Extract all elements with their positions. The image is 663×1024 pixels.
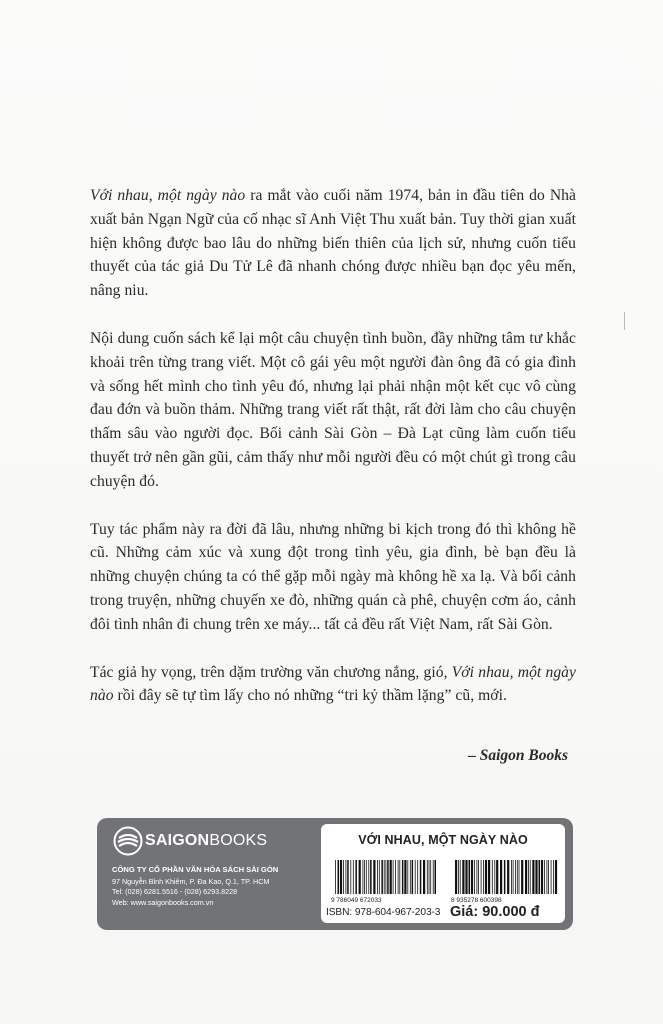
paragraph-4-after: rồi đây sẽ tự tìm lấy cho nó những “tri kỷ thầm lặng” cũ, mới. xyxy=(113,687,507,705)
signature: – Saigon Books xyxy=(468,747,568,764)
publisher-info xyxy=(112,865,278,908)
logo-light: BOOKS xyxy=(209,832,268,849)
barcodes xyxy=(329,860,559,904)
paragraph-2: Nội dung cuốn sách kể lại một câu chuyện tình buồn, đầy những tâm tư khắc khoải trên từng trang viết. Một cô gái yêu một người đàn ông đã có gia đình và sống hết mình cho tình yêu đó, nhưng lại phải nhận một kết cục vô cùng đau đớn và buồn thảm. Những trang viết rất thật, rất đời làm cho câu chuyện thấm sâu vào người đọc. Bối cảnh Sài Gòn – Đà Lạt cũng làm cuốn tiểu thuyết trở nên gần gũi, cảm thấy như mỗi người đều có một chút gì trong câu chuyện đó. xyxy=(90,329,576,490)
paragraph-4-before: Tác giả hy vọng, trên dặm trường văn chương nắng, gió, xyxy=(90,663,452,681)
company-website: Web: www.saigonbooks.com.vn xyxy=(112,897,214,907)
isbn-number: ISBN: 978-604-967-203-3 xyxy=(326,907,441,918)
product-info-box xyxy=(321,824,565,923)
company-address: 97 Nguyễn Bỉnh Khiêm, P. Đa Kao, Q.1, TP. HCM xyxy=(112,876,270,886)
publisher-panel xyxy=(97,818,573,930)
paragraph-1 xyxy=(90,184,576,303)
paragraph-3: Tuy tác phẩm này ra đời đã lâu, nhưng những bi kịch trong đó thì không hề cũ. Những cảm xúc và xung đột trong tình yêu, gia đình, bè bạn đều là những chuyện chúng ta có thể gặp mỗi ngày mà không hề xa lạ. Và bối cảnh trong truyện, những chuyến xe đò, những quán cà phê, chuyện cơm áo, cảnh đôi tình nhân đi chung trên xe máy... tất cả đều rất Việt Nam, rất Sài Gòn. xyxy=(90,520,576,633)
product-title: VỚI NHAU, MỘT NGÀY NÀO xyxy=(358,833,528,847)
logo-wordmark xyxy=(145,832,267,850)
book-title-italic: Với nhau, một ngày nào xyxy=(90,663,576,705)
barcode-price xyxy=(455,860,557,894)
book-title-italic: Với nhau, một ngày nào xyxy=(90,187,246,204)
description-text xyxy=(90,184,576,732)
publisher-logo xyxy=(113,826,267,856)
barcode-isbn-digits: 9 786049 672033 xyxy=(331,897,382,904)
price: Giá: 90.000 đ xyxy=(450,904,540,920)
paragraph-1-text: ra mắt vào cuối năm 1974, bản in đầu tiên do Nhà xuất bản Ngạn Ngữ của cố nhạc sĩ Anh Việt Thu xuất bản. Tuy thời gian xuất hiện không được bao lâu do những biến thiên của lịch sử, nhưng cuốn tiểu thuyết của tác giả Du Tử Lê đã nhanh chóng được nhiều bạn đọc yêu mến, nâng niu. xyxy=(90,187,577,300)
company-phone: Tel: (028) 6281.5516 - (028) 6293.8228 xyxy=(112,887,238,896)
margin-mark xyxy=(624,312,625,330)
barcode-isbn xyxy=(335,860,436,894)
company-name: CÔNG TY CỔ PHẦN VĂN HÓA SÁCH SÀI GÒN xyxy=(112,865,279,874)
paragraph-4 xyxy=(90,661,576,709)
logo-bold: SAIGON xyxy=(145,832,210,849)
saigonbooks-logo-icon xyxy=(113,826,143,856)
barcode-price-digits: 8 935278 600398 xyxy=(451,897,502,904)
